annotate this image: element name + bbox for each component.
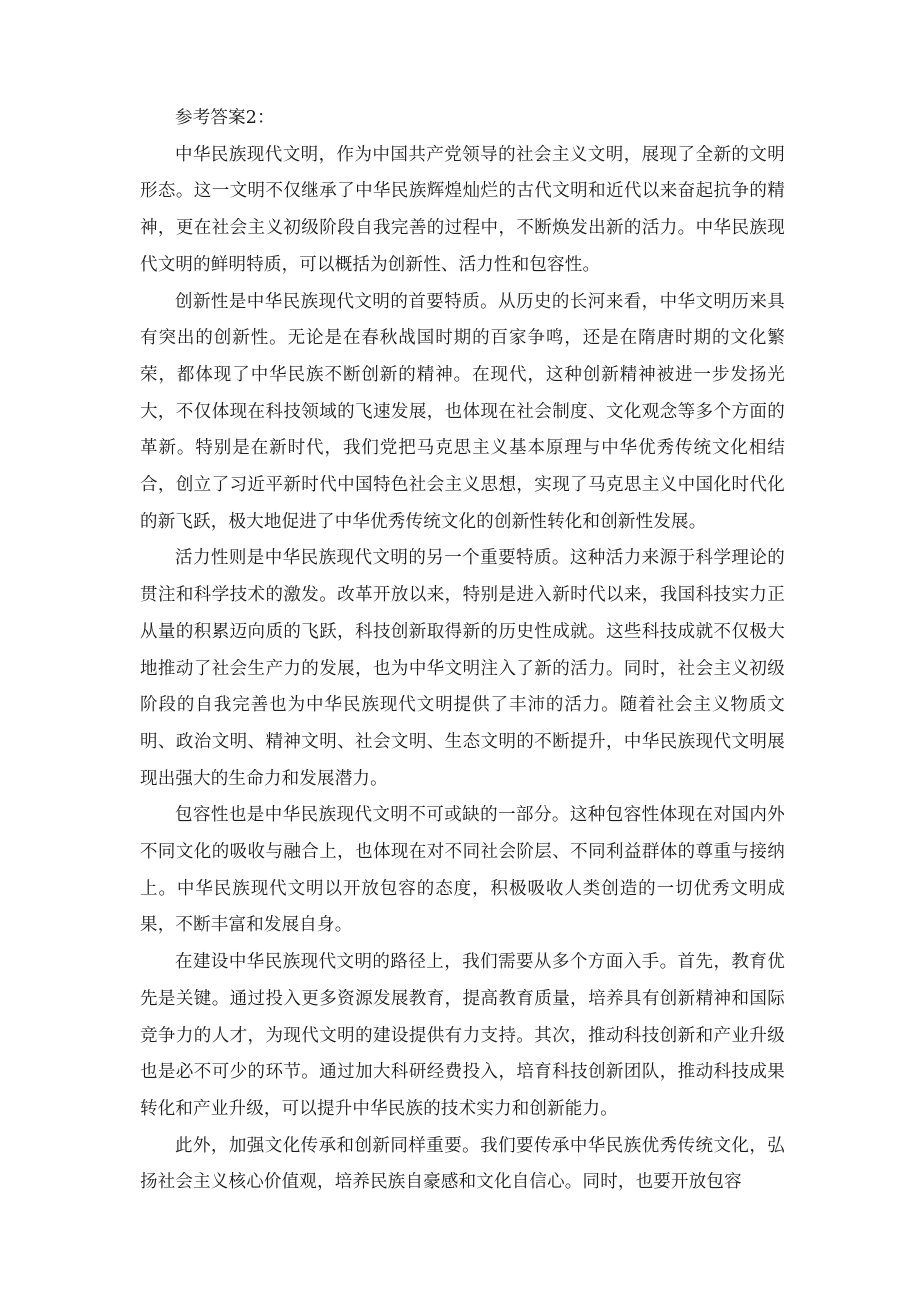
document-page — [140, 100, 785, 1201]
paragraph-path: 在建设中华民族现代文明的路径上，我们需要从多个方面入手。首先，教育优先是关键。通过投入更多资源发展教育，提高教育质量，培养具有创新精神和国际竞争力的人才，为现代文明的建设提供有力支持。其次，推动科技创新和产业升级也是必不可少的环节。通过加大科研经费投入，培育科技创新团队，推动科技成果转化和产业升级，可以提升中华民族的技术实力和创新能力。 — [140, 952, 785, 1119]
paragraph-vitality: 活力性则是中华民族现代文明的另一个重要特质。这种活力来源于科学理论的贯注和科学技术的激发。改革开放以来，特别是进入新时代以来，我国科技实力正从量的积累迈向质的飞跃，科技创新取得新的历史性成就。这些科技成就不仅极大地推动了社会生产力的发展，也为中华文明注入了新的活力。同时，社会主义初级阶段的自我完善也为中华民族现代文明提供了丰沛的活力。随着社会主义物质文明、政治文明、精神文明、社会文明、生态文明的不断提升，中华民族现代文明展现出强大的生命力和发展潜力。 — [140, 548, 785, 789]
paragraph-intro: 中华民族现代文明，作为中国共产党领导的社会主义文明，展现了全新的文明形态。这一文明不仅继承了中华民族辉煌灿烂的古代文明和近代以来奋起抗争的精神，更在社会主义初级阶段自我完善的过程中，不断焕发出新的活力。中华民族现代文明的鲜明特质，可以概括为创新性、活力性和包容性。 — [140, 144, 785, 275]
paragraph-inclusiveness: 包容性也是中华民族现代文明不可或缺的一部分。这种包容性体现在对国内外不同文化的吸收与融合上，也体现在对不同社会阶层、不同利益群体的尊重与接纳上。中华民族现代文明以开放包容的态度，积极吸收人类创造的一切优秀文明成果，不断丰富和发展自身。 — [140, 805, 785, 936]
answer-heading: 参考答案2： — [175, 108, 275, 128]
paragraph-culture: 此外，加强文化传承和创新同样重要。我们要传承中华民族优秀传统文化，弘扬社会主义核心价值观，培养民族自豪感和文化自信心。同时，也要开放包容 — [140, 1135, 785, 1193]
paragraph-innovation: 创新性是中华民族现代文明的首要特质。从历史的长河来看，中华文明历来具有突出的创新性。无论是在春秋战国时期的百家争鸣，还是在隋唐时期的文化繁荣，都体现了中华民族不断创新的精神。在现代，这种创新精神被进一步发扬光大，不仅体现在科技领域的飞速发展，也体现在社会制度、文化观念等多个方面的革新。特别是在新时代，我们党把马克思主义基本原理与中华优秀传统文化相结合，创立了习近平新时代中国特色社会主义思想，实现了马克思主义中国化时代化的新飞跃，极大地促进了中华优秀传统文化的创新性转化和创新性发展。 — [140, 291, 785, 532]
